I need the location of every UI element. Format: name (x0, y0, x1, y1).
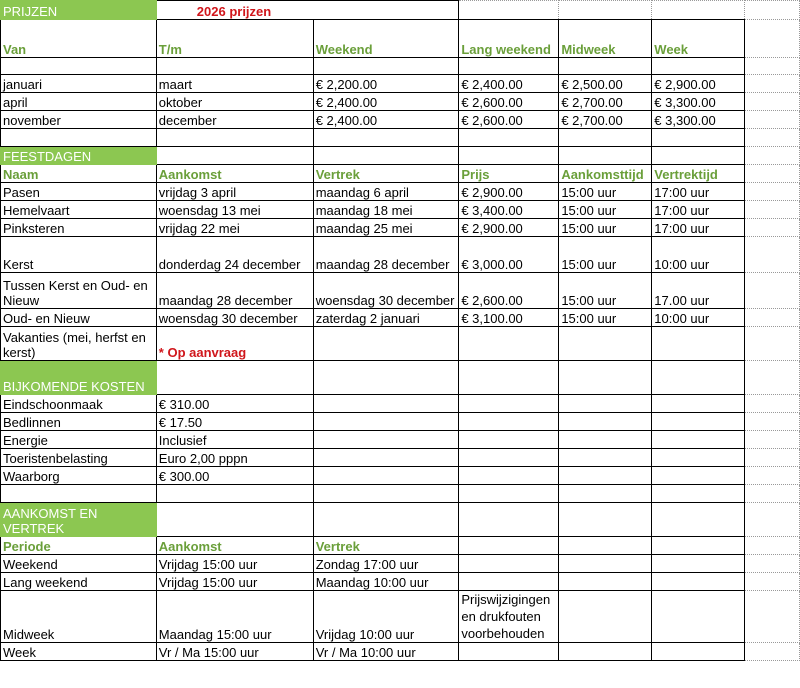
aankomst-header-row (1, 537, 800, 555)
cell: € 2,900.00 (652, 75, 745, 93)
table-row (1, 431, 800, 449)
cell: € 2,400.00 (459, 75, 559, 93)
table-row (1, 93, 800, 111)
header-cell: Prijs (459, 165, 559, 183)
table-row (1, 395, 800, 413)
cell: € 3,400.00 (459, 201, 559, 219)
header-cell: Lang weekend (459, 20, 559, 58)
cell: Zondag 17:00 uur (313, 555, 459, 573)
cell: Tussen Kerst en Oud- en Nieuw (1, 273, 157, 309)
section-aankomst-vertrek: AANKOMST EN VERTREK (1, 503, 157, 537)
cell: € 2,600.00 (459, 93, 559, 111)
cell: Bedlinnen (1, 413, 157, 431)
cell: € 2,500.00 (559, 75, 652, 93)
cell: 17:00 uur (652, 201, 745, 219)
header-cell: Vertrek (313, 537, 459, 555)
cell: Pinksteren (1, 219, 157, 237)
table-row (1, 449, 800, 467)
cell: € 3,300.00 (652, 111, 745, 129)
cell: Maandag 15:00 uur (156, 591, 313, 643)
cell: Hemelvaart (1, 201, 157, 219)
cell: Pasen (1, 183, 157, 201)
cell: Midweek (1, 591, 157, 643)
cell: 10:00 uur (652, 309, 745, 327)
cell: € 2,700.00 (559, 111, 652, 129)
cell: Vrijdag 10:00 uur (313, 591, 459, 643)
cell: donderdag 24 december (156, 237, 313, 273)
table-row (1, 219, 800, 237)
header-cell: Naam (1, 165, 157, 183)
cell: maandag 28 december (156, 273, 313, 309)
cell: vrijdag 3 april (156, 183, 313, 201)
cell: Weekend (1, 555, 157, 573)
table-row (1, 413, 800, 431)
cell: € 2,400.00 (313, 93, 459, 111)
cell: maandag 25 mei (313, 219, 459, 237)
cell: Inclusief (156, 431, 313, 449)
cell: 15:00 uur (559, 237, 652, 273)
cell: maandag 28 december (313, 237, 459, 273)
cell: maandag 18 mei (313, 201, 459, 219)
header-cell: Midweek (559, 20, 652, 58)
cell: november (1, 111, 157, 129)
cell: € 2,900.00 (459, 219, 559, 237)
cell: januari (1, 75, 157, 93)
header-cell: Vertrek (313, 165, 459, 183)
section-prijzen: PRIJZEN (1, 1, 157, 20)
table-row (1, 591, 800, 643)
cell: € 2,600.00 (459, 273, 559, 309)
cell: Kerst (1, 237, 157, 273)
year-title: 2026 prijzen (156, 1, 459, 20)
section-feestdagen: FEESTDAGEN (1, 147, 157, 165)
cell: woensdag 13 mei (156, 201, 313, 219)
cell: Maandag 10:00 uur (313, 573, 459, 591)
cell: Eindschoonmaak (1, 395, 157, 413)
table-row (1, 75, 800, 93)
header-cell: T/m (156, 20, 313, 58)
op-aanvraag-note: * Op aanvraag (156, 327, 313, 361)
table-row (1, 573, 800, 591)
cell: € 2,600.00 (459, 111, 559, 129)
cell: Week (1, 643, 157, 661)
cell: vrijdag 22 mei (156, 219, 313, 237)
header-cell: Aankomsttijd (559, 165, 652, 183)
header-cell: Vertrektijd (652, 165, 745, 183)
cell: € 310.00 (156, 395, 313, 413)
cell: € 3,100.00 (459, 309, 559, 327)
cell: € 3,000.00 (459, 237, 559, 273)
header-cell: Periode (1, 537, 157, 555)
cell: € 2,900.00 (459, 183, 559, 201)
cell: 17:00 uur (652, 183, 745, 201)
cell: Vrijdag 15:00 uur (156, 573, 313, 591)
cell: 15:00 uur (559, 219, 652, 237)
cell: Waarborg (1, 467, 157, 485)
cell: april (1, 93, 157, 111)
table-row (1, 201, 800, 219)
header-cell: Aankomst (156, 165, 313, 183)
cell: zaterdag 2 januari (313, 309, 459, 327)
table-row (1, 555, 800, 573)
header-cell: Van (1, 20, 157, 58)
cell: Vr / Ma 15:00 uur (156, 643, 313, 661)
cell: woensdag 30 december (156, 309, 313, 327)
cell: € 3,300.00 (652, 93, 745, 111)
cell: Vrijdag 15:00 uur (156, 555, 313, 573)
header-cell: Week (652, 20, 745, 58)
table-row (1, 309, 800, 327)
disclaimer-note: Prijswijzigingen en drukfouten voorbehouden (459, 591, 559, 643)
cell: Toeristenbelasting (1, 449, 157, 467)
cell: 15:00 uur (559, 183, 652, 201)
section-bijkomende-kosten: BIJKOMENDE KOSTEN (1, 361, 157, 395)
prijzen-header-row (1, 20, 800, 58)
table-row (1, 183, 800, 201)
table-row (1, 643, 800, 661)
cell: Vr / Ma 10:00 uur (313, 643, 459, 661)
cell: Oud- en Nieuw (1, 309, 157, 327)
feestdagen-header-row (1, 165, 800, 183)
header-cell: Weekend (313, 20, 459, 58)
cell: 15:00 uur (559, 309, 652, 327)
cell: 15:00 uur (559, 273, 652, 309)
table-row (1, 111, 800, 129)
cell: € 17.50 (156, 413, 313, 431)
table-row (1, 273, 800, 309)
cell: € 2,200.00 (313, 75, 459, 93)
cell: 17:00 uur (652, 219, 745, 237)
cell: € 2,400.00 (313, 111, 459, 129)
cell: Energie (1, 431, 157, 449)
cell: woensdag 30 december (313, 273, 459, 309)
header-cell: Aankomst (156, 537, 313, 555)
cell: Euro 2,00 pppn (156, 449, 313, 467)
cell: Lang weekend (1, 573, 157, 591)
cell: € 300.00 (156, 467, 313, 485)
table-row (1, 467, 800, 485)
cell: maart (156, 75, 313, 93)
cell: 10:00 uur (652, 237, 745, 273)
cell: 15:00 uur (559, 201, 652, 219)
table-row (1, 237, 800, 273)
cell: oktober (156, 93, 313, 111)
cell: december (156, 111, 313, 129)
vakanties-label: Vakanties (mei, herfst en kerst) (1, 327, 157, 361)
cell: € 2,700.00 (559, 93, 652, 111)
cell: maandag 6 april (313, 183, 459, 201)
cell: 17.00 uur (652, 273, 745, 309)
